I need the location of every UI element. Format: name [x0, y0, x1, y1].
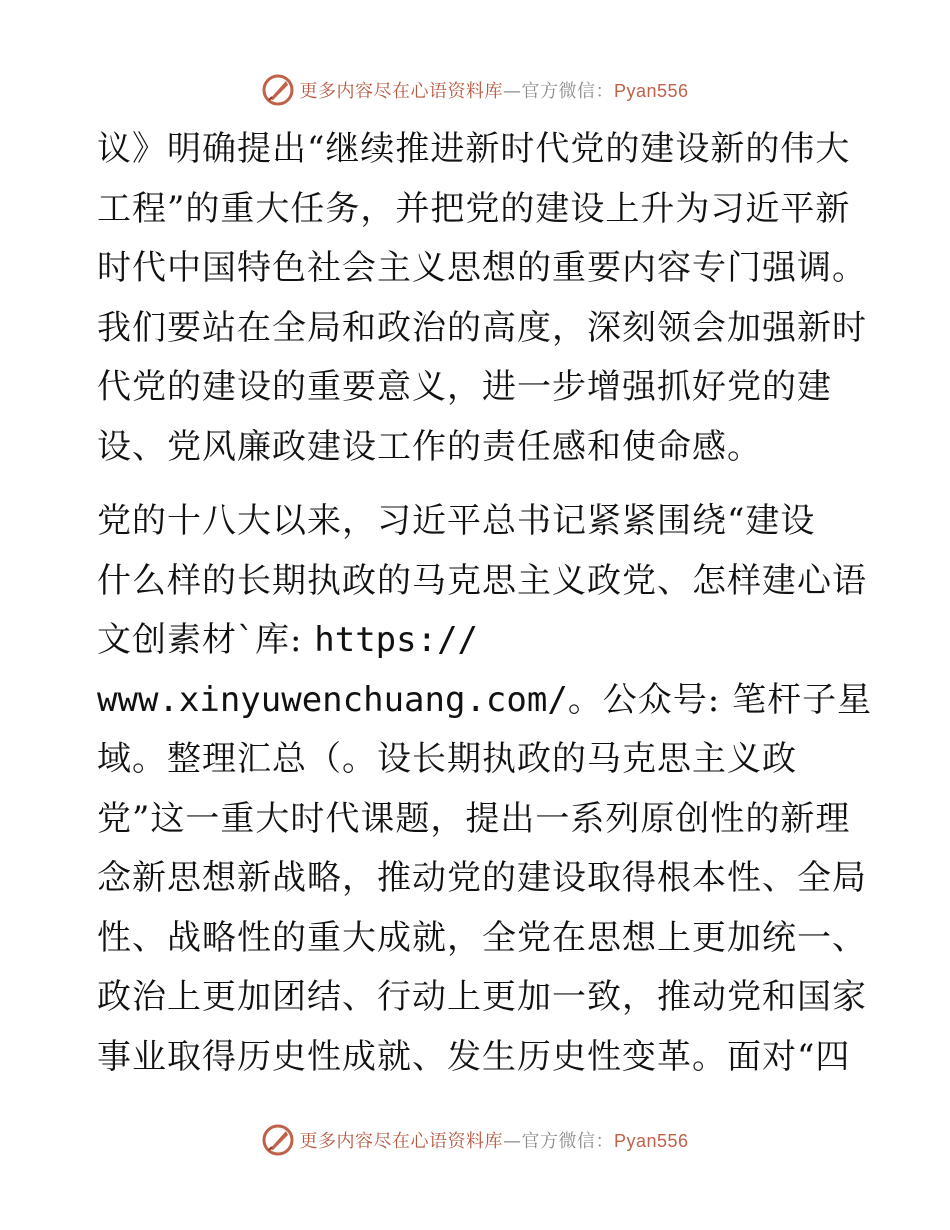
text-line-with-link — [97, 611, 857, 671]
text-line: 事业取得历史性成就、发生历史性变革。面对“四 — [97, 1036, 851, 1077]
text-line: 工程”的重大任务，并把党的建设上升为习近平新 — [97, 188, 851, 229]
text-line: 什么样的长期执政的马克思主义政党、怎样建心语 — [97, 560, 867, 601]
text-line: 政治上更加团结、行动上更加一致，推动党和国家 — [97, 977, 867, 1017]
footer-brand-text — [299, 1127, 688, 1153]
quill-logo-icon — [261, 1123, 295, 1157]
text-fragment: 文创素材`库: — [97, 620, 315, 660]
footer-brand-id: Pyan556 — [613, 1131, 689, 1151]
text-line: 我们要站在全局和政治的高度，深刻领会加强新时 — [97, 307, 867, 348]
document-body — [97, 120, 873, 1087]
header-brand-official: 官方微信： — [521, 81, 614, 102]
header-brand-prefix: 更多内容尽在心语资料库 — [299, 81, 503, 102]
footer-brand-official: 官方微信： — [521, 1131, 614, 1152]
quill-logo-icon — [261, 73, 295, 107]
text-line: 设、党风廉政建设工作的责任感和使命感。 — [97, 426, 762, 467]
header-brand-id: Pyan556 — [613, 81, 689, 101]
text-fragment: 。公众号: 笔杆子星 — [567, 679, 873, 720]
paragraph-gap — [97, 477, 857, 492]
header-brand-text — [299, 77, 688, 103]
text-line: 念新思想新战略，推动党的建设取得根本性、全局 — [97, 858, 867, 898]
footer-brand-dash: — — [502, 1131, 522, 1152]
text-line: 党的十八大以来，习近平总书记紧紧围绕“建设 — [97, 501, 816, 541]
text-line: 代党的建设的重要意义，进一步增强抓好党的建 — [97, 367, 832, 407]
footer-banner — [0, 1120, 950, 1160]
text-line: 域。整理汇总（。设长期执政的马克思主义政 — [97, 739, 797, 779]
footer-brand-prefix: 更多内容尽在心语资料库 — [299, 1131, 503, 1152]
header-brand-dash: — — [502, 81, 522, 102]
text-line: 时代中国特色社会主义思想的重要内容专门强调。 — [97, 248, 867, 288]
header-banner — [0, 70, 950, 110]
url-link[interactable]: www.xinyuwenchuang.com/ — [97, 679, 568, 720]
text-line: 党”这一重大时代课题，提出一系列原创性的新理 — [97, 798, 851, 839]
url-fragment: https:// — [314, 620, 479, 660]
text-line: 议》明确提出“继续推进新时代党的建设新的伟大 — [97, 129, 851, 169]
text-line: 性、战略性的重大成就，全党在思想上更加统一、 — [97, 917, 867, 958]
text-line-with-link — [97, 671, 873, 731]
